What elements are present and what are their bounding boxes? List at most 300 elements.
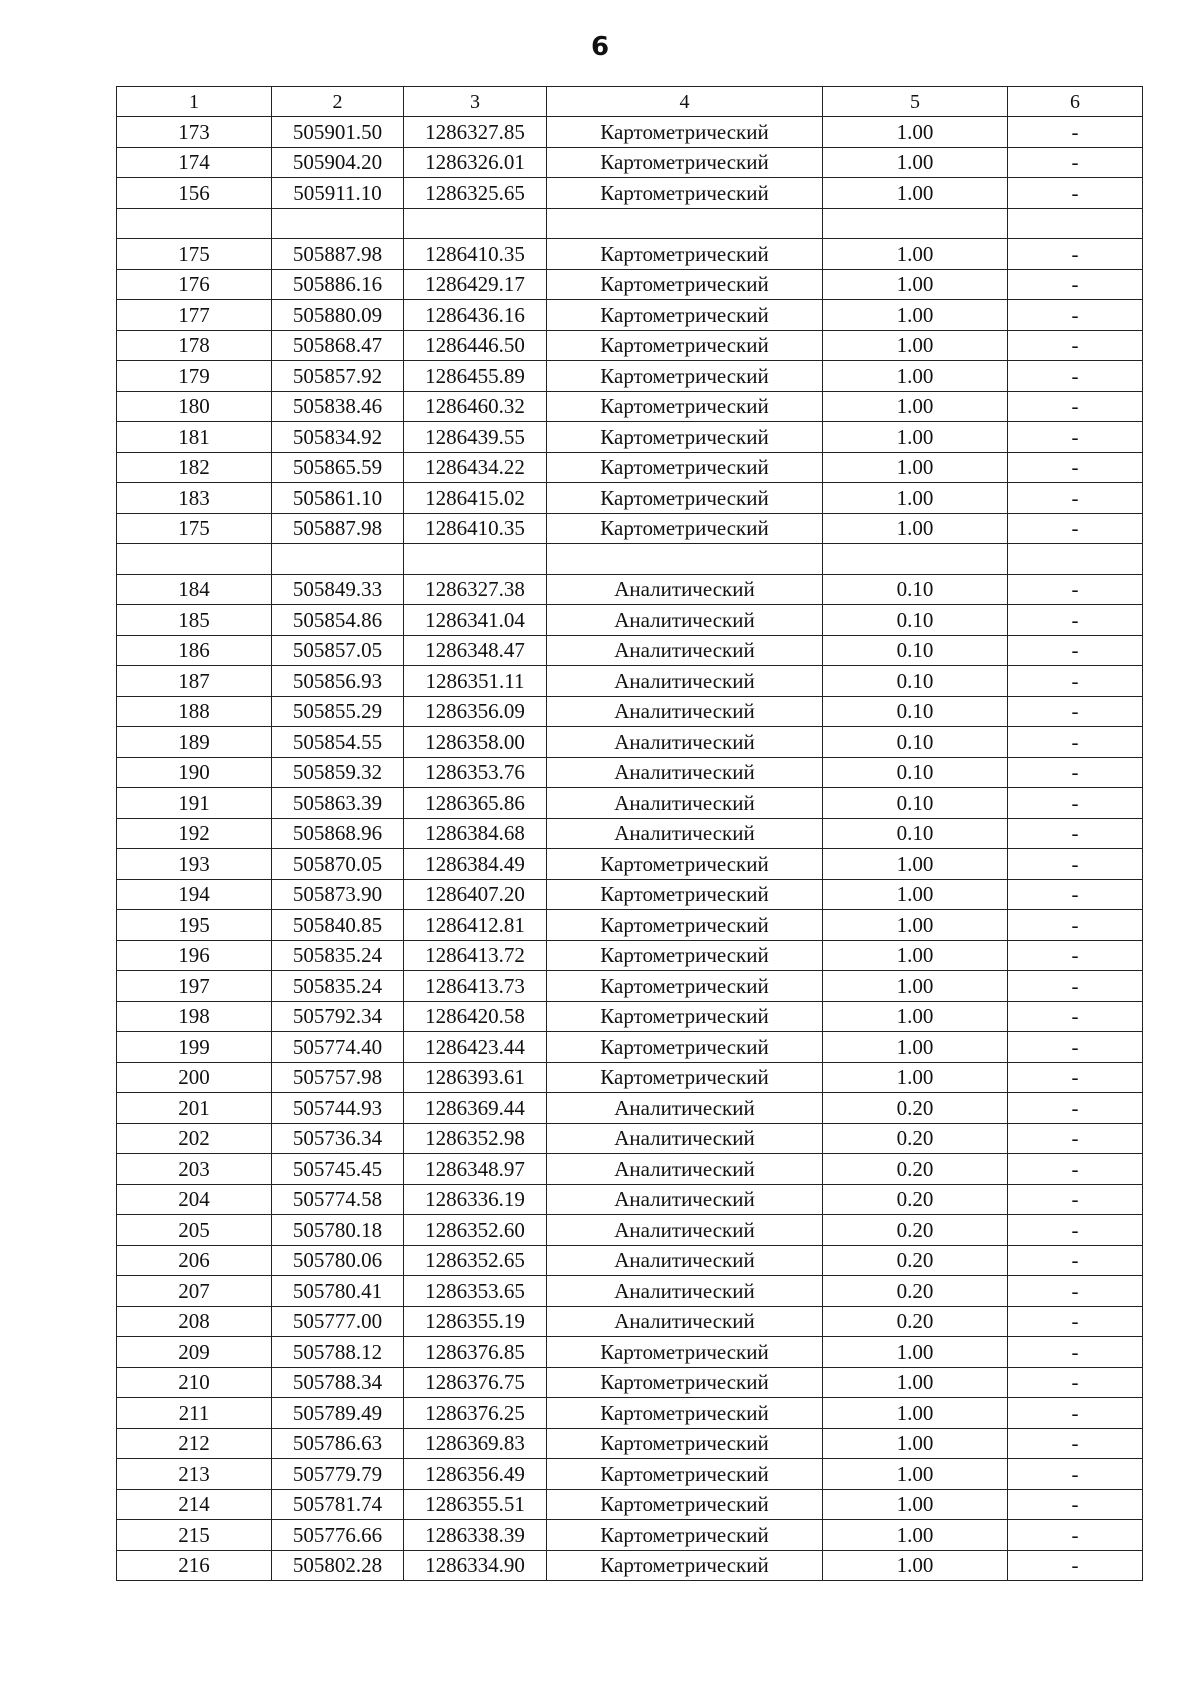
point-number-cell: 198 [117, 1001, 272, 1032]
column-header: 2 [272, 87, 404, 117]
point-number-cell: 203 [117, 1154, 272, 1185]
table-spacer-row [117, 544, 1143, 575]
table-row [117, 727, 1143, 758]
y-coordinate-cell: 1286369.44 [404, 1093, 547, 1124]
accuracy-cell: 1.00 [823, 391, 1008, 422]
y-coordinate-cell: 1286327.85 [404, 117, 547, 148]
method-cell: Картометрический [547, 1062, 823, 1093]
point-number-cell [117, 544, 272, 575]
y-coordinate-cell: 1286334.90 [404, 1550, 547, 1581]
accuracy-cell: 1.00 [823, 1032, 1008, 1063]
y-coordinate-cell: 1286341.04 [404, 605, 547, 636]
accuracy-cell: 1.00 [823, 513, 1008, 544]
coordinates-table [116, 86, 1143, 1581]
accuracy-cell: 0.10 [823, 727, 1008, 758]
method-cell: Аналитический [547, 788, 823, 819]
method-cell: Картометрический [547, 1489, 823, 1520]
x-coordinate-cell: 505835.24 [272, 940, 404, 971]
accuracy-cell: 1.00 [823, 483, 1008, 514]
x-coordinate-cell: 505868.47 [272, 330, 404, 361]
x-coordinate-cell: 505904.20 [272, 147, 404, 178]
point-number-cell: 182 [117, 452, 272, 483]
note-cell: - [1008, 818, 1143, 849]
note-cell: - [1008, 971, 1143, 1002]
table-row [117, 269, 1143, 300]
x-coordinate-cell: 505857.92 [272, 361, 404, 392]
x-coordinate-cell: 505865.59 [272, 452, 404, 483]
y-coordinate-cell: 1286393.61 [404, 1062, 547, 1093]
table-row [117, 1245, 1143, 1276]
table-row [117, 147, 1143, 178]
table-row [117, 1032, 1143, 1063]
y-coordinate-cell: 1286356.49 [404, 1459, 547, 1490]
y-coordinate-cell: 1286384.49 [404, 849, 547, 880]
y-coordinate-cell: 1286353.76 [404, 757, 547, 788]
table-row [117, 788, 1143, 819]
accuracy-cell: 1.00 [823, 971, 1008, 1002]
y-coordinate-cell: 1286460.32 [404, 391, 547, 422]
table-row [117, 513, 1143, 544]
point-number-cell: 173 [117, 117, 272, 148]
point-number-cell: 199 [117, 1032, 272, 1063]
method-cell: Картометрический [547, 1520, 823, 1551]
table-row [117, 1276, 1143, 1307]
y-coordinate-cell [404, 544, 547, 575]
method-cell: Картометрический [547, 513, 823, 544]
point-number-cell: 211 [117, 1398, 272, 1429]
accuracy-cell: 1.00 [823, 269, 1008, 300]
accuracy-cell: 0.20 [823, 1306, 1008, 1337]
x-coordinate-cell: 505835.24 [272, 971, 404, 1002]
table-row [117, 1459, 1143, 1490]
x-coordinate-cell: 505868.96 [272, 818, 404, 849]
accuracy-cell: 0.20 [823, 1276, 1008, 1307]
column-header: 6 [1008, 87, 1143, 117]
point-number-cell: 185 [117, 605, 272, 636]
point-number-cell: 189 [117, 727, 272, 758]
table-row [117, 1428, 1143, 1459]
point-number-cell: 179 [117, 361, 272, 392]
y-coordinate-cell: 1286336.19 [404, 1184, 547, 1215]
method-cell: Картометрический [547, 300, 823, 331]
x-coordinate-cell: 505786.63 [272, 1428, 404, 1459]
table-row [117, 879, 1143, 910]
y-coordinate-cell: 1286352.60 [404, 1215, 547, 1246]
page-number: 6 [590, 32, 610, 62]
y-coordinate-cell: 1286348.47 [404, 635, 547, 666]
point-number-cell: 216 [117, 1550, 272, 1581]
y-coordinate-cell: 1286358.00 [404, 727, 547, 758]
table-row [117, 239, 1143, 270]
accuracy-cell: 1.00 [823, 361, 1008, 392]
accuracy-cell: 1.00 [823, 1062, 1008, 1093]
method-cell: Аналитический [547, 635, 823, 666]
accuracy-cell: 0.10 [823, 635, 1008, 666]
accuracy-cell: 1.00 [823, 940, 1008, 971]
note-cell: - [1008, 239, 1143, 270]
method-cell: Картометрический [547, 1398, 823, 1429]
note-cell [1008, 208, 1143, 239]
note-cell: - [1008, 1032, 1143, 1063]
x-coordinate-cell: 505780.18 [272, 1215, 404, 1246]
point-number-cell: 184 [117, 574, 272, 605]
accuracy-cell [823, 208, 1008, 239]
note-cell: - [1008, 788, 1143, 819]
x-coordinate-cell: 505861.10 [272, 483, 404, 514]
method-cell: Аналитический [547, 1306, 823, 1337]
y-coordinate-cell: 1286369.83 [404, 1428, 547, 1459]
y-coordinate-cell: 1286415.02 [404, 483, 547, 514]
y-coordinate-cell: 1286327.38 [404, 574, 547, 605]
note-cell: - [1008, 605, 1143, 636]
table-row [117, 300, 1143, 331]
note-cell: - [1008, 1367, 1143, 1398]
point-number-cell: 176 [117, 269, 272, 300]
y-coordinate-cell: 1286338.39 [404, 1520, 547, 1551]
point-number-cell: 214 [117, 1489, 272, 1520]
y-coordinate-cell: 1286376.85 [404, 1337, 547, 1368]
table-row [117, 1337, 1143, 1368]
note-cell [1008, 544, 1143, 575]
point-number-cell: 208 [117, 1306, 272, 1337]
accuracy-cell: 1.00 [823, 178, 1008, 209]
point-number-cell: 215 [117, 1520, 272, 1551]
table-row [117, 1489, 1143, 1520]
accuracy-cell: 0.10 [823, 696, 1008, 727]
note-cell: - [1008, 1245, 1143, 1276]
column-header: 1 [117, 87, 272, 117]
note-cell: - [1008, 910, 1143, 941]
x-coordinate-cell: 505745.45 [272, 1154, 404, 1185]
x-coordinate-cell [272, 208, 404, 239]
x-coordinate-cell: 505863.39 [272, 788, 404, 819]
accuracy-cell: 0.20 [823, 1123, 1008, 1154]
method-cell: Аналитический [547, 1154, 823, 1185]
y-coordinate-cell: 1286420.58 [404, 1001, 547, 1032]
method-cell: Картометрический [547, 1428, 823, 1459]
method-cell: Картометрический [547, 879, 823, 910]
method-cell: Картометрический [547, 239, 823, 270]
method-cell: Аналитический [547, 1123, 823, 1154]
table-row [117, 391, 1143, 422]
y-coordinate-cell: 1286376.75 [404, 1367, 547, 1398]
note-cell: - [1008, 391, 1143, 422]
x-coordinate-cell: 505736.34 [272, 1123, 404, 1154]
point-number-cell: 188 [117, 696, 272, 727]
point-number-cell [117, 208, 272, 239]
x-coordinate-cell: 505901.50 [272, 117, 404, 148]
accuracy-cell: 1.00 [823, 117, 1008, 148]
accuracy-cell: 1.00 [823, 452, 1008, 483]
accuracy-cell: 0.10 [823, 757, 1008, 788]
y-coordinate-cell: 1286355.19 [404, 1306, 547, 1337]
table-row [117, 1215, 1143, 1246]
x-coordinate-cell: 505886.16 [272, 269, 404, 300]
method-cell: Аналитический [547, 666, 823, 697]
accuracy-cell: 0.20 [823, 1154, 1008, 1185]
point-number-cell: 202 [117, 1123, 272, 1154]
note-cell: - [1008, 1520, 1143, 1551]
x-coordinate-cell: 505857.05 [272, 635, 404, 666]
y-coordinate-cell: 1286455.89 [404, 361, 547, 392]
point-number-cell: 197 [117, 971, 272, 1002]
point-number-cell: 194 [117, 879, 272, 910]
x-coordinate-cell: 505781.74 [272, 1489, 404, 1520]
note-cell: - [1008, 574, 1143, 605]
method-cell: Аналитический [547, 1245, 823, 1276]
method-cell: Картометрический [547, 1459, 823, 1490]
note-cell: - [1008, 666, 1143, 697]
x-coordinate-cell: 505840.85 [272, 910, 404, 941]
table-row [117, 1001, 1143, 1032]
accuracy-cell: 1.00 [823, 1520, 1008, 1551]
note-cell: - [1008, 1154, 1143, 1185]
x-coordinate-cell: 505887.98 [272, 239, 404, 270]
x-coordinate-cell: 505788.34 [272, 1367, 404, 1398]
note-cell: - [1008, 422, 1143, 453]
table-row [117, 696, 1143, 727]
note-cell: - [1008, 1550, 1143, 1581]
table-row [117, 605, 1143, 636]
method-cell: Картометрический [547, 971, 823, 1002]
y-coordinate-cell: 1286439.55 [404, 422, 547, 453]
y-coordinate-cell: 1286412.81 [404, 910, 547, 941]
table-row [117, 635, 1143, 666]
point-number-cell: 156 [117, 178, 272, 209]
table-row [117, 1306, 1143, 1337]
accuracy-cell: 0.10 [823, 666, 1008, 697]
note-cell: - [1008, 1398, 1143, 1429]
x-coordinate-cell: 505838.46 [272, 391, 404, 422]
accuracy-cell: 0.10 [823, 605, 1008, 636]
y-coordinate-cell [404, 208, 547, 239]
y-coordinate-cell: 1286384.68 [404, 818, 547, 849]
point-number-cell: 207 [117, 1276, 272, 1307]
accuracy-cell: 1.00 [823, 300, 1008, 331]
table-row [117, 971, 1143, 1002]
point-number-cell: 178 [117, 330, 272, 361]
x-coordinate-cell: 505849.33 [272, 574, 404, 605]
point-number-cell: 183 [117, 483, 272, 514]
table-header-row [117, 87, 1143, 117]
point-number-cell: 212 [117, 1428, 272, 1459]
x-coordinate-cell: 505777.00 [272, 1306, 404, 1337]
table-row [117, 666, 1143, 697]
x-coordinate-cell: 505744.93 [272, 1093, 404, 1124]
y-coordinate-cell: 1286410.35 [404, 239, 547, 270]
method-cell: Картометрический [547, 452, 823, 483]
note-cell: - [1008, 1459, 1143, 1490]
point-number-cell: 187 [117, 666, 272, 697]
x-coordinate-cell: 505780.06 [272, 1245, 404, 1276]
point-number-cell: 181 [117, 422, 272, 453]
point-number-cell: 206 [117, 1245, 272, 1276]
y-coordinate-cell: 1286365.86 [404, 788, 547, 819]
note-cell: - [1008, 1093, 1143, 1124]
table-row [117, 1154, 1143, 1185]
point-number-cell: 201 [117, 1093, 272, 1124]
note-cell: - [1008, 300, 1143, 331]
y-coordinate-cell: 1286410.35 [404, 513, 547, 544]
point-number-cell: 192 [117, 818, 272, 849]
method-cell: Картометрический [547, 391, 823, 422]
accuracy-cell: 1.00 [823, 147, 1008, 178]
accuracy-cell [823, 544, 1008, 575]
accuracy-cell: 0.20 [823, 1093, 1008, 1124]
method-cell: Аналитический [547, 1184, 823, 1215]
method-cell: Аналитический [547, 818, 823, 849]
y-coordinate-cell: 1286376.25 [404, 1398, 547, 1429]
x-coordinate-cell: 505802.28 [272, 1550, 404, 1581]
table-row [117, 117, 1143, 148]
note-cell: - [1008, 1001, 1143, 1032]
method-cell: Картометрический [547, 910, 823, 941]
accuracy-cell: 1.00 [823, 1001, 1008, 1032]
point-number-cell: 193 [117, 849, 272, 880]
accuracy-cell: 1.00 [823, 849, 1008, 880]
x-coordinate-cell: 505774.58 [272, 1184, 404, 1215]
x-coordinate-cell: 505780.41 [272, 1276, 404, 1307]
accuracy-cell: 1.00 [823, 239, 1008, 270]
method-cell: Аналитический [547, 574, 823, 605]
point-number-cell: 205 [117, 1215, 272, 1246]
method-cell: Картометрический [547, 269, 823, 300]
table-row [117, 361, 1143, 392]
x-coordinate-cell: 505870.05 [272, 849, 404, 880]
accuracy-cell: 0.20 [823, 1215, 1008, 1246]
method-cell: Картометрический [547, 178, 823, 209]
accuracy-cell: 1.00 [823, 1489, 1008, 1520]
x-coordinate-cell: 505834.92 [272, 422, 404, 453]
point-number-cell: 191 [117, 788, 272, 819]
point-number-cell: 196 [117, 940, 272, 971]
x-coordinate-cell: 505779.79 [272, 1459, 404, 1490]
accuracy-cell: 0.20 [823, 1245, 1008, 1276]
method-cell: Картометрический [547, 483, 823, 514]
y-coordinate-cell: 1286353.65 [404, 1276, 547, 1307]
table-row [117, 1093, 1143, 1124]
y-coordinate-cell: 1286429.17 [404, 269, 547, 300]
method-cell: Картометрический [547, 117, 823, 148]
note-cell: - [1008, 696, 1143, 727]
table-row [117, 757, 1143, 788]
x-coordinate-cell [272, 544, 404, 575]
table-row [117, 330, 1143, 361]
point-number-cell: 200 [117, 1062, 272, 1093]
point-number-cell: 186 [117, 635, 272, 666]
y-coordinate-cell: 1286352.65 [404, 1245, 547, 1276]
y-coordinate-cell: 1286348.97 [404, 1154, 547, 1185]
note-cell: - [1008, 879, 1143, 910]
note-cell: - [1008, 483, 1143, 514]
method-cell: Картометрический [547, 849, 823, 880]
table-row [117, 849, 1143, 880]
accuracy-cell: 1.00 [823, 1428, 1008, 1459]
table-row [117, 483, 1143, 514]
table-row [117, 818, 1143, 849]
note-cell: - [1008, 1184, 1143, 1215]
x-coordinate-cell: 505776.66 [272, 1520, 404, 1551]
table-row [117, 452, 1143, 483]
note-cell: - [1008, 1276, 1143, 1307]
accuracy-cell: 1.00 [823, 422, 1008, 453]
point-number-cell: 180 [117, 391, 272, 422]
method-cell: Картометрический [547, 940, 823, 971]
point-number-cell: 210 [117, 1367, 272, 1398]
point-number-cell: 213 [117, 1459, 272, 1490]
x-coordinate-cell: 505854.55 [272, 727, 404, 758]
method-cell: Аналитический [547, 696, 823, 727]
note-cell: - [1008, 1306, 1143, 1337]
y-coordinate-cell: 1286326.01 [404, 147, 547, 178]
note-cell: - [1008, 513, 1143, 544]
method-cell: Аналитический [547, 1093, 823, 1124]
table-row [117, 1550, 1143, 1581]
table-row [117, 1398, 1143, 1429]
x-coordinate-cell: 505855.29 [272, 696, 404, 727]
y-coordinate-cell: 1286413.72 [404, 940, 547, 971]
y-coordinate-cell: 1286356.09 [404, 696, 547, 727]
note-cell: - [1008, 1215, 1143, 1246]
accuracy-cell: 1.00 [823, 1459, 1008, 1490]
y-coordinate-cell: 1286325.65 [404, 178, 547, 209]
x-coordinate-cell: 505774.40 [272, 1032, 404, 1063]
method-cell: Аналитический [547, 757, 823, 788]
y-coordinate-cell: 1286436.16 [404, 300, 547, 331]
note-cell: - [1008, 1428, 1143, 1459]
note-cell: - [1008, 849, 1143, 880]
accuracy-cell: 0.20 [823, 1184, 1008, 1215]
point-number-cell: 175 [117, 239, 272, 270]
y-coordinate-cell: 1286413.73 [404, 971, 547, 1002]
note-cell: - [1008, 1123, 1143, 1154]
note-cell: - [1008, 117, 1143, 148]
x-coordinate-cell: 505792.34 [272, 1001, 404, 1032]
method-cell: Картометрический [547, 1001, 823, 1032]
note-cell: - [1008, 452, 1143, 483]
accuracy-cell: 0.10 [823, 818, 1008, 849]
point-number-cell: 174 [117, 147, 272, 178]
y-coordinate-cell: 1286434.22 [404, 452, 547, 483]
note-cell: - [1008, 361, 1143, 392]
column-header: 5 [823, 87, 1008, 117]
accuracy-cell: 0.10 [823, 574, 1008, 605]
point-number-cell: 195 [117, 910, 272, 941]
x-coordinate-cell: 505880.09 [272, 300, 404, 331]
method-cell: Картометрический [547, 147, 823, 178]
table-row [117, 422, 1143, 453]
table-row [117, 1520, 1143, 1551]
method-cell: Картометрический [547, 361, 823, 392]
table-row [117, 574, 1143, 605]
accuracy-cell: 1.00 [823, 910, 1008, 941]
x-coordinate-cell: 505911.10 [272, 178, 404, 209]
accuracy-cell: 1.00 [823, 1550, 1008, 1581]
accuracy-cell: 1.00 [823, 330, 1008, 361]
x-coordinate-cell: 505887.98 [272, 513, 404, 544]
method-cell: Картометрический [547, 1337, 823, 1368]
point-number-cell: 204 [117, 1184, 272, 1215]
table-row [117, 178, 1143, 209]
x-coordinate-cell: 505856.93 [272, 666, 404, 697]
table-row [117, 1184, 1143, 1215]
table-row [117, 1062, 1143, 1093]
note-cell: - [1008, 1489, 1143, 1520]
y-coordinate-cell: 1286351.11 [404, 666, 547, 697]
method-cell: Картометрический [547, 422, 823, 453]
y-coordinate-cell: 1286407.20 [404, 879, 547, 910]
table-body [117, 87, 1143, 1581]
